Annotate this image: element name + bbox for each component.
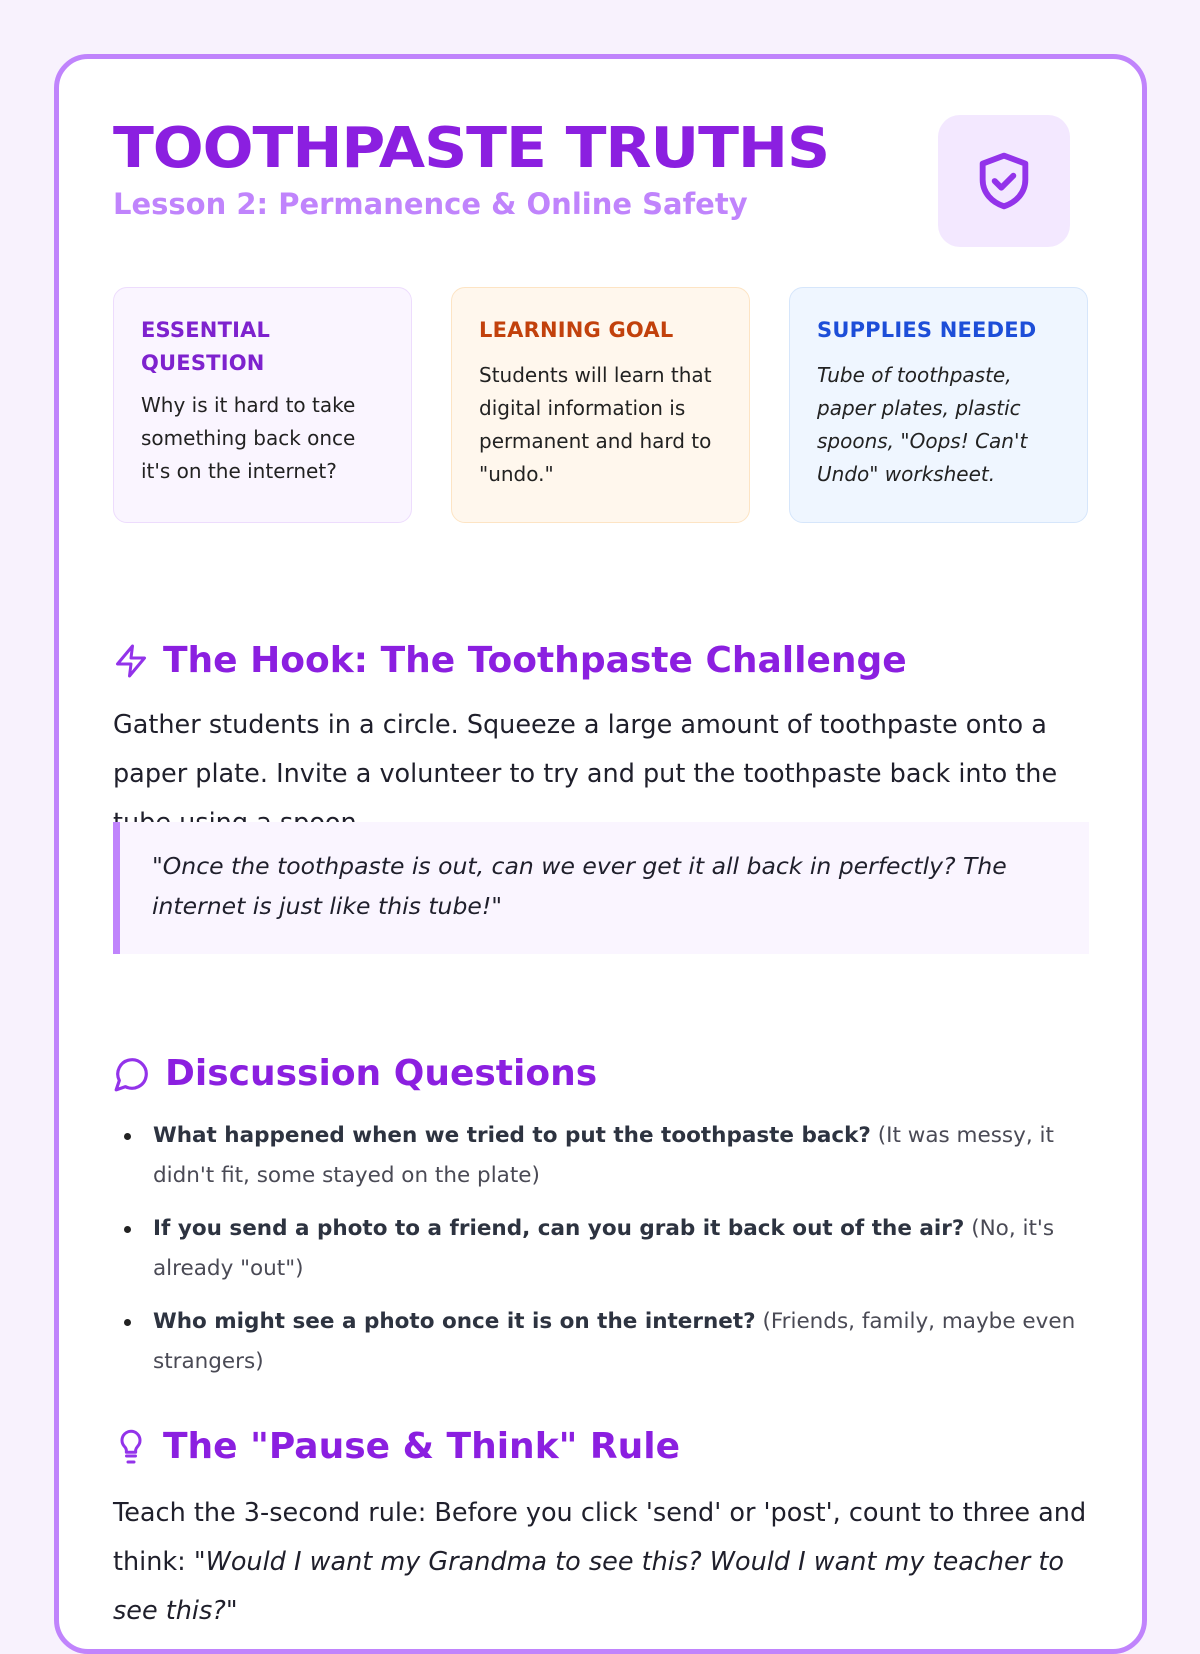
box-heading: ESSENTIAL QUESTION bbox=[141, 318, 271, 375]
question-text: Who might see a photo once it is on the internet? bbox=[153, 1309, 756, 1334]
list-item bbox=[113, 1116, 1089, 1196]
lightning-icon bbox=[113, 642, 149, 680]
lightbulb-icon bbox=[113, 1428, 149, 1466]
rule-heading-text: The "Pause & Think" Rule bbox=[163, 1426, 681, 1467]
page-title: TOOTHPASTE TRUTHS bbox=[113, 116, 830, 181]
hook-quote: "Once the toothpaste is out, can we ever get it all back in perfectly? The internet is just like this tube!" bbox=[113, 822, 1089, 954]
question-text: What happened when we tried to put the toothpaste back? bbox=[153, 1123, 871, 1148]
learning-goal-box bbox=[451, 287, 750, 523]
question-text: If you send a photo to a friend, can you grab it back out of the air? bbox=[153, 1216, 965, 1241]
shield-check-icon bbox=[972, 145, 1036, 217]
box-text: Why is it hard to take something back once it's on the internet? bbox=[141, 393, 356, 483]
box-heading: SUPPLIES NEEDED bbox=[817, 318, 1037, 342]
bullet bbox=[124, 1319, 131, 1326]
box-text: Tube of toothpaste, paper plates, plastic spoons, "Oops! Can't Undo" worksheet. bbox=[817, 363, 1028, 486]
discussion-list bbox=[113, 1116, 1089, 1395]
list-item bbox=[113, 1302, 1089, 1382]
list-item bbox=[113, 1209, 1089, 1289]
speech-bubble-icon bbox=[113, 1055, 151, 1093]
rule-quote: "Would I want my Grandma to see this? Would I want my teacher to see this?" bbox=[113, 1547, 1064, 1626]
rule-heading bbox=[113, 1425, 680, 1469]
shield-badge bbox=[938, 115, 1070, 247]
bullet bbox=[124, 1133, 131, 1140]
rule-text bbox=[113, 1489, 1089, 1636]
box-heading: LEARNING GOAL bbox=[479, 318, 674, 342]
answer-text: (Friends, family, maybe even strangers) bbox=[153, 1309, 1076, 1374]
essential-question-box bbox=[113, 287, 412, 523]
lesson-card bbox=[54, 54, 1147, 1654]
supplies-box bbox=[789, 287, 1088, 523]
bullet bbox=[124, 1226, 131, 1233]
answer-text: (It was messy, it didn't fit, some stayed on the plate) bbox=[153, 1123, 1054, 1188]
discussion-heading-text: Discussion Questions bbox=[165, 1053, 598, 1094]
info-boxes bbox=[113, 287, 1089, 523]
hook-heading-text: The Hook: The Toothpaste Challenge bbox=[163, 640, 907, 681]
answer-text: (No, it's already "out") bbox=[153, 1216, 1055, 1281]
page-subtitle: Lesson 2: Permanence & Online Safety bbox=[113, 187, 748, 221]
hook-heading bbox=[113, 639, 907, 683]
discussion-heading bbox=[113, 1052, 597, 1096]
rule-text-main: Teach the 3-second rule: Before you click 'send' or 'post', count to three and think: bbox=[113, 1498, 1087, 1577]
box-text: Students will learn that digital information is permanent and hard to "undo." bbox=[479, 363, 712, 486]
hook-text: Gather students in a circle. Squeeze a large amount of toothpaste onto a paper plate. Invite a volunteer to try and put the toothpaste back into the bbox=[113, 710, 1058, 789]
